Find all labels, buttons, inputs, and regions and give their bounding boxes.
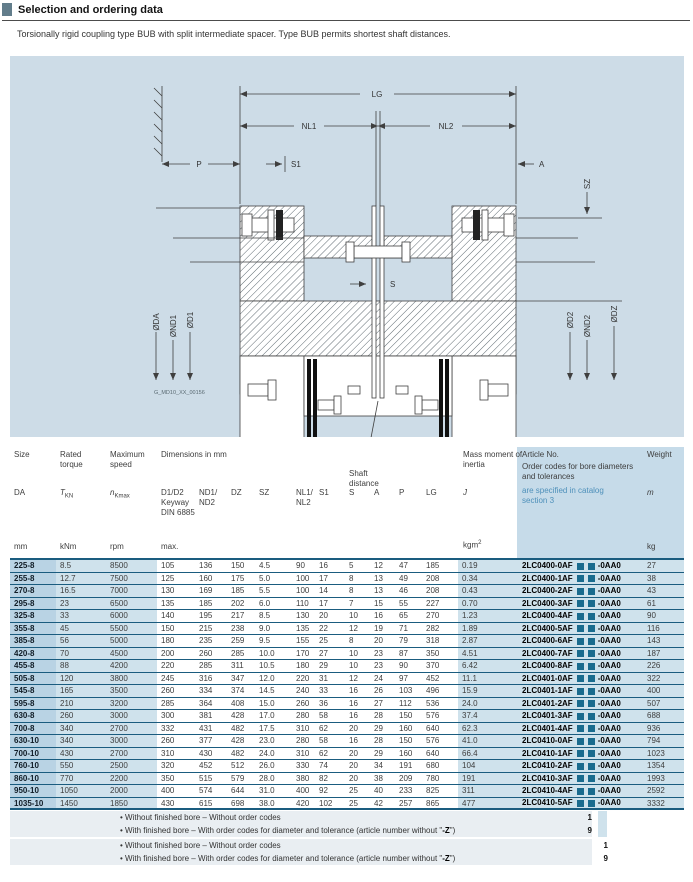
unit-kgm2: kgm$^2$ bbox=[463, 540, 482, 550]
unit-knm: kNm bbox=[60, 542, 77, 551]
dim-label-lg: LG bbox=[371, 90, 383, 99]
sym-lg: LG bbox=[426, 488, 437, 497]
weight-value: 143 bbox=[643, 635, 684, 647]
placeholder-square bbox=[577, 800, 584, 807]
weight-value: 2592 bbox=[643, 785, 684, 797]
sym-nkmax: $n_{Kmax}$ bbox=[110, 488, 130, 500]
footnote-line: • With finished bore – With order codes for diameter and tolerance (article number without "-Z") bbox=[10, 852, 592, 865]
sym-da: DA bbox=[14, 488, 26, 497]
table-row: 225-8 8.5 8500 105 136 150 4.5 90 16 5 12 47 185 0.19 2LC0400-0AF -0AA0 27 bbox=[10, 560, 684, 573]
article-number: 2LC0400-3AF -0AA0 bbox=[517, 598, 643, 610]
article-number: 2LC0400-5AF -0AA0 bbox=[517, 623, 643, 635]
placeholder-square bbox=[577, 750, 584, 757]
figure-code: G_MD10_XX_00156 bbox=[154, 390, 205, 396]
placeholder-square bbox=[588, 713, 595, 720]
placeholder-square bbox=[588, 600, 595, 607]
article-number: 2LC0410-5AF -0AA0 bbox=[517, 798, 643, 809]
placeholder-square bbox=[588, 613, 595, 620]
unit-kg: kg bbox=[647, 542, 656, 551]
table-row: 270-8 16.5 7000 130 169 185 5.5 100 14 8 13 46 208 0.43 2LC0400-2AF -0AA0 43 bbox=[10, 585, 684, 598]
placeholder-square bbox=[588, 775, 595, 782]
footnote-group bbox=[10, 839, 684, 865]
sym-nl1nl2: NL1/ NL2 bbox=[296, 488, 313, 507]
placeholder-square bbox=[588, 788, 595, 795]
placeholder-square bbox=[588, 588, 595, 595]
weight-value: 61 bbox=[643, 598, 684, 610]
table-row: 295-8 23 6500 135 185 202 6.0 110 17 7 15 55 227 0.70 2LC0400-3AF -0AA0 61 bbox=[10, 598, 684, 611]
table-row: 420-8 70 4500 200 260 285 10.0 170 27 10 23 87 350 4.51 2LC0400-7AF -0AA0 187 bbox=[10, 648, 684, 661]
dim-label-nd1: ØND1 bbox=[169, 314, 178, 338]
placeholder-square bbox=[577, 638, 584, 645]
weight-value: 90 bbox=[643, 610, 684, 622]
section-marker-icon bbox=[2, 3, 12, 16]
dim-label-a: A bbox=[539, 160, 545, 169]
table-row: 860-10 770 2200 350 515 579 28.0 380 82 20 38 209 780 191 2LC0410-3AF -0AA0 1993 bbox=[10, 773, 684, 786]
dim-label-nl1: NL1 bbox=[301, 122, 317, 131]
order-code-digit: 9 bbox=[603, 854, 608, 863]
coupling-drawing bbox=[10, 56, 684, 437]
weight-value: 43 bbox=[643, 585, 684, 597]
weight-value: 187 bbox=[643, 648, 684, 660]
weight-value: 226 bbox=[643, 660, 684, 672]
table-row: 1035-10 1450 1850 430 615 698 38.0 420 102 25 42 257 865 477 2LC0410-5AF -0AA0 3332 bbox=[10, 798, 684, 811]
article-number: 2LC0401-3AF -0AA0 bbox=[517, 710, 643, 722]
order-code-digit: 1 bbox=[587, 813, 592, 822]
article-number: 2LC0401-2AF -0AA0 bbox=[517, 698, 643, 710]
sym-m: m bbox=[647, 488, 654, 497]
col-header-weight: Weight bbox=[647, 450, 672, 459]
table-header bbox=[10, 447, 684, 560]
sym-a: A bbox=[374, 488, 380, 497]
weight-value: 936 bbox=[643, 723, 684, 735]
table-row: 760-10 550 2500 320 452 512 26.0 330 74 20 34 191 680 104 2LC0410-2AF -0AA0 1354 bbox=[10, 760, 684, 773]
dim-label-s: S bbox=[390, 280, 396, 289]
sym-j: J bbox=[463, 488, 467, 497]
page-subtitle: Torsionally rigid coupling type BUB with split intermediate spacer. Type BUB permits shortest shaft distances. bbox=[17, 29, 451, 39]
catalog-section-link[interactable]: are specified in catalog section 3 bbox=[522, 486, 604, 505]
article-number: 2LC0410-3AF -0AA0 bbox=[517, 773, 643, 785]
placeholder-square bbox=[577, 763, 584, 770]
placeholder-square bbox=[588, 663, 595, 670]
article-number: 2LC0410-1AF -0AA0 bbox=[517, 748, 643, 760]
table-row: 545-8 165 3500 260 334 374 14.5 240 33 16 26 103 496 15.9 2LC0401-1AF -0AA0 400 bbox=[10, 685, 684, 698]
weight-value: 322 bbox=[643, 673, 684, 685]
table-row: 355-8 45 5500 150 215 238 9.0 135 22 12 19 71 282 1.89 2LC0400-5AF -0AA0 116 bbox=[10, 623, 684, 636]
placeholder-square bbox=[588, 800, 595, 807]
article-number: 2LC0401-0AF -0AA0 bbox=[517, 673, 643, 685]
weight-value: 1023 bbox=[643, 748, 684, 760]
weight-value: 27 bbox=[643, 560, 684, 572]
sym-tkn: $T_{KN}$ bbox=[60, 488, 74, 500]
placeholder-square bbox=[588, 675, 595, 682]
weight-value: 1354 bbox=[643, 760, 684, 772]
placeholder-square bbox=[577, 588, 584, 595]
placeholder-square bbox=[577, 713, 584, 720]
unit-max: max. bbox=[161, 542, 179, 551]
footnote-line: • Without finished bore – Without order codes bbox=[10, 811, 592, 824]
placeholder-square bbox=[588, 575, 595, 582]
article-number: 2LC0410-4AF -0AA0 bbox=[517, 785, 643, 797]
placeholder-square bbox=[588, 763, 595, 770]
placeholder-square bbox=[588, 688, 595, 695]
section-header bbox=[2, 3, 690, 21]
weight-value: 3332 bbox=[643, 798, 684, 809]
article-number: 2LC0400-8AF -0AA0 bbox=[517, 660, 643, 672]
placeholder-square bbox=[577, 675, 584, 682]
table-row: 325-8 33 6000 140 195 217 8.5 130 20 10 16 65 270 1.23 2LC0400-4AF -0AA0 90 bbox=[10, 610, 684, 623]
dim-label-d1: ØD1 bbox=[186, 311, 195, 329]
placeholder-square bbox=[577, 575, 584, 582]
placeholder-square bbox=[577, 738, 584, 745]
selection-table bbox=[10, 447, 684, 867]
placeholder-square bbox=[588, 700, 595, 707]
placeholder-square bbox=[577, 613, 584, 620]
unit-mm: mm bbox=[14, 542, 28, 551]
table-row: 700-10 430 2700 310 430 482 24.0 310 62 20 29 160 640 66.4 2LC0410-1AF -0AA0 1023 bbox=[10, 748, 684, 761]
placeholder-square bbox=[588, 725, 595, 732]
table-body bbox=[10, 560, 684, 810]
weight-value: 400 bbox=[643, 685, 684, 697]
sym-d1d2: D1/D2 Keyway DIN 6885 bbox=[161, 488, 195, 517]
order-code-strip bbox=[598, 811, 607, 837]
order-code-digit: 9 bbox=[587, 826, 592, 835]
article-number: 2LC0410-0AF -0AA0 bbox=[517, 735, 643, 747]
article-number: 2LC0400-1AF -0AA0 bbox=[517, 573, 643, 585]
sym-sz: SZ bbox=[259, 488, 270, 497]
col-header-article-subtext: Order codes for bore diameters and tolerances bbox=[522, 462, 634, 481]
order-code-digit: 1 bbox=[603, 841, 608, 850]
placeholder-square bbox=[577, 625, 584, 632]
col-header-rated-torque: Rated torque bbox=[60, 450, 83, 469]
article-number: 2LC0400-2AF -0AA0 bbox=[517, 585, 643, 597]
table-row: 455-8 88 4200 220 285 311 10.5 180 29 10 23 90 370 6.42 2LC0400-8AF -0AA0 226 bbox=[10, 660, 684, 673]
dim-label-dz: ØDZ bbox=[610, 305, 619, 323]
placeholder-square bbox=[588, 738, 595, 745]
article-number: 2LC0400-6AF -0AA0 bbox=[517, 635, 643, 647]
col-header-maximum-speed: Maximum speed bbox=[110, 450, 145, 469]
col-header-mass-moment: Mass moment of inertia bbox=[463, 450, 523, 469]
footnote-line: • Without finished bore – Without order codes bbox=[10, 839, 592, 852]
footnote-line: • With finished bore – With order codes for diameter and tolerance (article number without "-Z") bbox=[10, 824, 592, 837]
table-row: 700-8 340 2700 332 431 482 17.5 310 62 20 29 160 640 62.3 2LC0401-4AF -0AA0 936 bbox=[10, 723, 684, 736]
sym-nd1nd2: ND1/ ND2 bbox=[199, 488, 218, 507]
placeholder-square bbox=[588, 563, 595, 570]
sym-p: P bbox=[399, 488, 405, 497]
technical-drawing-panel bbox=[10, 56, 684, 437]
placeholder-square bbox=[577, 600, 584, 607]
table-row: 505-8 120 3800 245 316 347 12.0 220 31 12 24 97 452 11.1 2LC0401-0AF -0AA0 322 bbox=[10, 673, 684, 686]
weight-value: 116 bbox=[643, 623, 684, 635]
col-header-size: Size bbox=[14, 450, 30, 459]
placeholder-square bbox=[577, 725, 584, 732]
dim-label-nd2: ØND2 bbox=[583, 314, 592, 338]
weight-value: 38 bbox=[643, 573, 684, 585]
dim-label-s1: S1 bbox=[291, 160, 301, 169]
sym-s1: S1 bbox=[319, 488, 329, 497]
page-title: Selection and ordering data bbox=[18, 3, 163, 16]
col-group-dimensions: Dimensions in mm bbox=[161, 450, 227, 459]
dim-label-nl2: NL2 bbox=[438, 122, 454, 131]
article-number: 2LC0400-0AF -0AA0 bbox=[517, 560, 643, 572]
weight-value: 507 bbox=[643, 698, 684, 710]
dim-label-da: ØDA bbox=[152, 313, 161, 331]
dim-label-d2: ØD2 bbox=[566, 311, 575, 329]
table-row: 630-10 340 3000 260 377 428 23.0 280 58 16 28 150 576 41.0 2LC0410-0AF -0AA0 794 bbox=[10, 735, 684, 748]
col-header-article-no: Article No. bbox=[522, 450, 559, 459]
dim-label-sz: SZ bbox=[583, 178, 592, 190]
placeholder-square bbox=[577, 663, 584, 670]
placeholder-square bbox=[588, 750, 595, 757]
dim-label-p: P bbox=[196, 160, 202, 169]
weight-value: 794 bbox=[643, 735, 684, 747]
col-group-shaft-distance: Shaft distance bbox=[349, 469, 379, 488]
article-number: 2LC0401-4AF -0AA0 bbox=[517, 723, 643, 735]
table-row: 630-8 260 3000 300 381 428 17.0 280 58 16 28 150 576 37.4 2LC0401-3AF -0AA0 688 bbox=[10, 710, 684, 723]
weight-value: 1993 bbox=[643, 773, 684, 785]
article-number: 2LC0400-4AF -0AA0 bbox=[517, 610, 643, 622]
article-number: 2LC0401-1AF -0AA0 bbox=[517, 685, 643, 697]
placeholder-square bbox=[577, 563, 584, 570]
sym-s: S bbox=[349, 488, 355, 497]
table-row: 255-8 12.7 7500 125 160 175 5.0 100 17 8 13 49 208 0.34 2LC0400-1AF -0AA0 38 bbox=[10, 573, 684, 586]
placeholder-square bbox=[577, 775, 584, 782]
placeholder-square bbox=[577, 788, 584, 795]
sym-dz: DZ bbox=[231, 488, 242, 497]
placeholder-square bbox=[577, 650, 584, 657]
placeholder-square bbox=[588, 638, 595, 645]
table-row: 385-8 56 5000 180 235 259 9.5 155 25 8 20 79 318 2.87 2LC0400-6AF -0AA0 143 bbox=[10, 635, 684, 648]
unit-rpm: rpm bbox=[110, 542, 124, 551]
placeholder-square bbox=[588, 650, 595, 657]
table-row: 595-8 210 3200 285 364 408 15.0 260 36 16 27 112 536 24.0 2LC0401-2AF -0AA0 507 bbox=[10, 698, 684, 711]
article-number: 2LC0410-2AF -0AA0 bbox=[517, 760, 643, 772]
weight-value: 688 bbox=[643, 710, 684, 722]
placeholder-square bbox=[577, 688, 584, 695]
footnote-group bbox=[10, 811, 684, 837]
placeholder-square bbox=[588, 625, 595, 632]
placeholder-square bbox=[577, 700, 584, 707]
article-number: 2LC0400-7AF -0AA0 bbox=[517, 648, 643, 660]
table-row: 950-10 1050 2000 400 574 644 31.0 400 92 25 40 233 825 311 2LC0410-4AF -0AA0 2592 bbox=[10, 785, 684, 798]
